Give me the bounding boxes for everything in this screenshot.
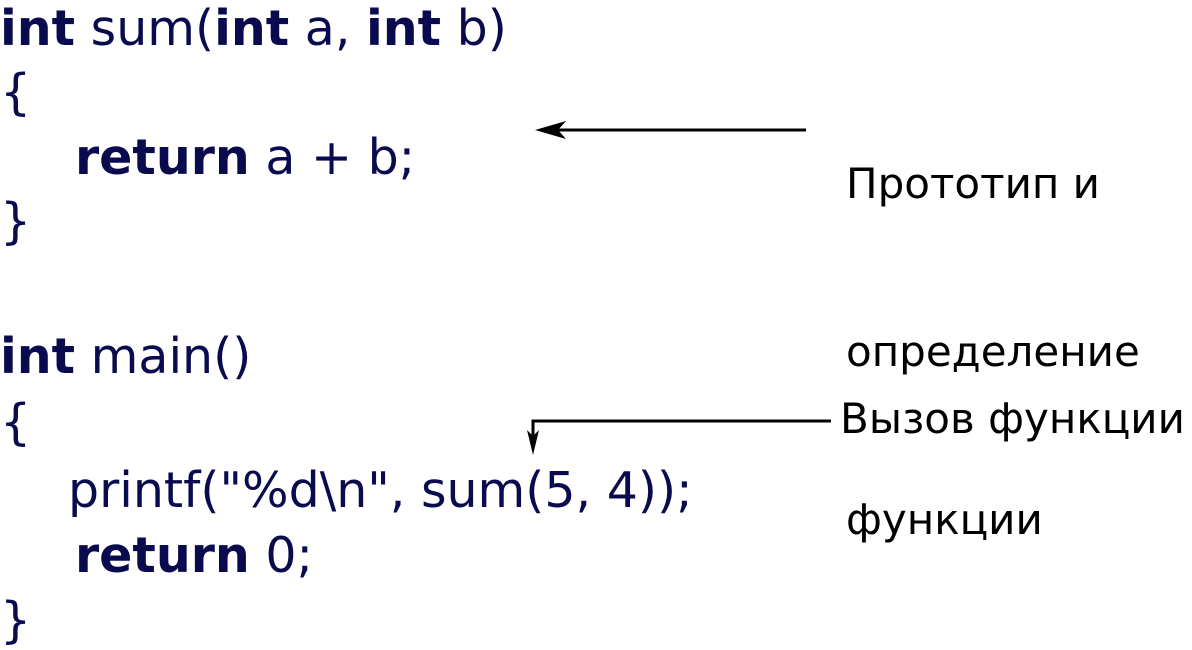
call-arrow	[527, 421, 831, 455]
definition-arrow	[535, 121, 806, 139]
keyword-return: return	[75, 527, 250, 584]
code-line-open-brace: {	[0, 394, 32, 451]
code-line-close-brace: }	[0, 193, 32, 250]
annotation-call: Вызов функции	[840, 394, 1185, 443]
keyword-int: int	[0, 328, 76, 385]
code-text: sum(	[75, 0, 215, 57]
code-line-open-brace: {	[0, 64, 32, 121]
code-text: 0;	[249, 527, 314, 584]
annotation-definition-line: Прототип и	[846, 159, 1100, 208]
code-text: a,	[289, 0, 366, 57]
code-text: b)	[441, 0, 507, 57]
code-line-close-brace: }	[0, 592, 32, 649]
annotation-definition-line: определение	[846, 327, 1140, 376]
keyword-int: int	[0, 0, 76, 57]
keyword-return: return	[75, 129, 250, 186]
annotation-definition-line: функции	[846, 495, 1043, 544]
code-text: printf("%d\n", sum(5, 4));	[68, 462, 693, 519]
code-text: a + b;	[249, 129, 416, 186]
code-text: main()	[75, 328, 252, 385]
keyword-int: int	[214, 0, 290, 57]
keyword-int: int	[366, 0, 442, 57]
